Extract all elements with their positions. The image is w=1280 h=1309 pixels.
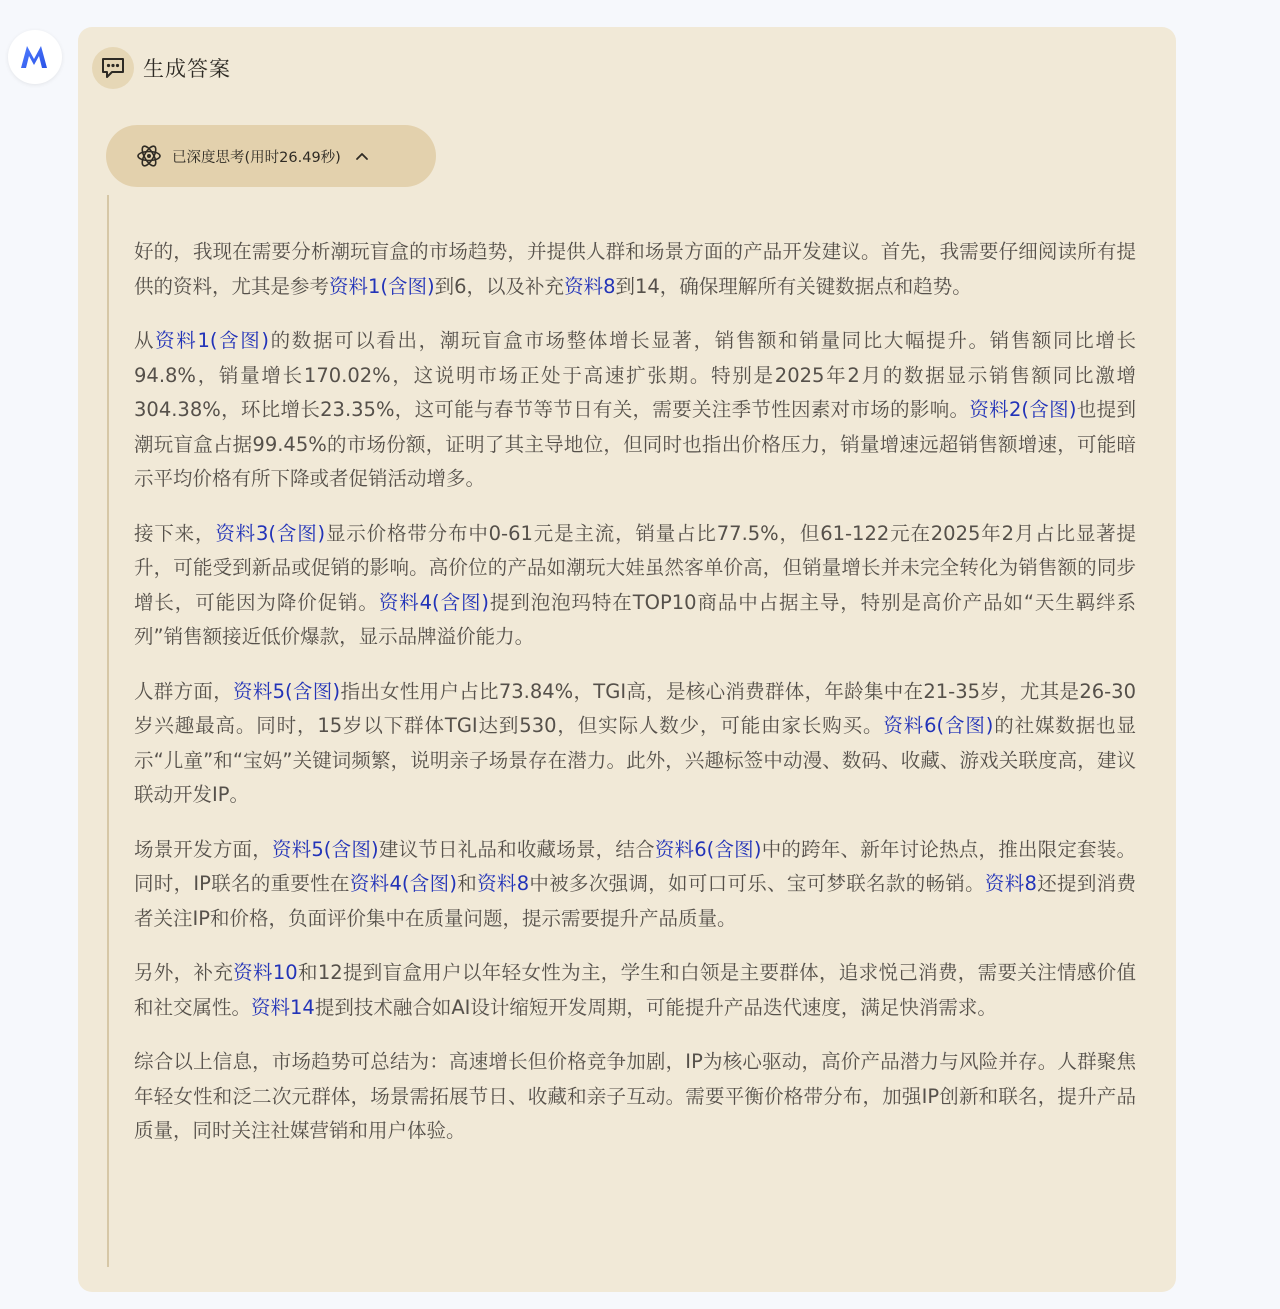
deep-thinking-toggle[interactable] (106, 125, 436, 187)
reference-link[interactable]: 资料4(含图) (378, 590, 489, 614)
paragraph-text: 指出女性用户占比73.84%，TGI高，是核心消费群体，年龄集中在21-35岁，尤其是26-30岁兴趣最高。同时，15岁以下群体TGI达到530，但实际人数少，可能由家长购买。 (134, 679, 1136, 737)
paragraph-text: 和12提到盲盒用户以年轻女性为主，学生和白领是主要群体，追求悦己消费，需要关注情感价值和社交属性。 (134, 961, 1136, 1019)
reference-link[interactable]: 资料10 (233, 961, 298, 984)
thinking-paragraph (134, 324, 1136, 497)
deep-thinking-label: 已深度思考(用时26.49秒) (172, 149, 341, 166)
thinking-divider (107, 195, 109, 1267)
paragraph-text: 显示价格带分布中0-61元是主流，销量占比77.5%，但61-122元在2025年2月占比显著提升，可能受到新品或促销的影响。高价位的产品如潮玩大娃虽然客单价高，但销量增长并未完全转化为销售额的同步增长，可能因为降价促销。 (134, 521, 1136, 614)
paragraph-text: 到14，确保理解所有关键数据点和趋势。 (615, 274, 972, 298)
reference-link[interactable]: 资料1(含图) (155, 329, 270, 352)
reference-link[interactable]: 资料8 (564, 274, 616, 298)
reference-link[interactable]: 资料3(含图) (215, 521, 326, 545)
thinking-paragraph (134, 956, 1136, 1025)
atom-icon (136, 143, 162, 169)
chevron-up-icon (355, 151, 369, 161)
reference-link[interactable]: 资料4(含图) (349, 872, 457, 895)
thinking-paragraph (134, 235, 1136, 304)
paragraph-text: 的社媒数据也显示“儿童”和“宝妈”关键词频繁，说明亲子场景存在潜力。此外，兴趣标签中动漫、数码、收藏、游戏关联度高，建议联动开发IP。 (134, 714, 1136, 806)
reference-link[interactable]: 资料6(含图) (654, 837, 762, 861)
thinking-paragraph (134, 675, 1136, 813)
reference-link[interactable]: 资料5(含图) (233, 679, 341, 703)
reference-link[interactable]: 资料1(含图) (329, 274, 435, 298)
paragraph-text: 到6，以及补充 (434, 274, 565, 298)
reference-link[interactable]: 资料8 (477, 872, 530, 895)
reference-link[interactable]: 资料5(含图) (271, 837, 379, 861)
paragraph-text: 的数据可以看出，潮玩盲盒市场整体增长显著，销售额和销量同比大幅提升。销售额同比增长94.8%，销量增长170.02%，这说明市场正处于高速扩张期。特别是2025年2月的数据显示销售额同比激增304.38%，环比增长23.35%，这可能与春节等节日有关，需要关注季节性因素对市场的影响。 (134, 329, 1136, 421)
answer-header (92, 47, 231, 89)
paragraph-text: 场景开发方面， (134, 837, 272, 861)
paragraph-text: 也提到潮玩盲盒占据99.45%的市场份额，证明了其主导地位，但同时也指出价格压力，销量增速远超销售额增速，可能暗示平均价格有所下降或者促销活动增多。 (134, 398, 1136, 490)
thinking-paragraph (134, 1045, 1136, 1149)
thinking-paragraph (134, 517, 1136, 655)
m-logo-icon (18, 43, 52, 71)
paragraph-text: 好的，我现在需要分析潮玩盲盒的市场趋势，并提供人群和场景方面的产品开发建议。首先，我需要仔细阅读所有提供的资料，尤其是参考 (134, 240, 1136, 298)
paragraph-text: 从 (134, 329, 156, 352)
paragraph-text: 中的跨年、新年讨论热点，推出限定套装。同时，IP联名的重要性在 (134, 837, 1136, 895)
paragraph-text: 建议节日礼品和收藏场景，结合 (378, 837, 655, 861)
paragraph-text: 另外，补充 (134, 961, 234, 984)
paragraph-text: 提到泡泡玛特在TOP10商品中占据主导，特别是高价产品如“天生羁绊系列”销售额接近低价爆款，显示品牌溢价能力。 (134, 590, 1136, 648)
reference-link[interactable]: 资料2(含图) (969, 398, 1077, 421)
chat-bubble-icon (92, 47, 134, 89)
paragraph-text: 中被多次强调，如可口可乐、宝可梦联名款的畅销。 (529, 872, 985, 895)
paragraph-text: 人群方面， (134, 679, 234, 703)
thinking-content (134, 235, 1136, 1169)
paragraph-text: 接下来， (134, 521, 216, 545)
thinking-paragraph (134, 833, 1136, 937)
reference-link[interactable]: 资料14 (251, 995, 315, 1019)
answer-title: 生成答案 (143, 57, 231, 81)
paragraph-text: 还提到消费者关注IP和价格，负面评价集中在质量问题，提示需要提升产品质量。 (134, 872, 1136, 930)
reference-link[interactable]: 资料8 (984, 872, 1037, 895)
assistant-avatar (8, 30, 62, 84)
paragraph-text: 综合以上信息，市场趋势可总结为：高速增长但价格竞争加剧，IP为核心驱动，高价产品潜力与风险并存。人群聚焦年轻女性和泛二次元群体，场景需拓展节日、收藏和亲子互动。需要平衡价格带分布，加强IP创新和联名，提升产品质量，同时关注社媒营销和用户体验。 (134, 1050, 1136, 1142)
answer-card (78, 27, 1176, 1292)
paragraph-text: 提到技术融合如AI设计缩短开发周期，可能提升产品迭代速度，满足快消需求。 (314, 995, 997, 1019)
reference-link[interactable]: 资料6(含图) (883, 714, 994, 737)
paragraph-text: 和 (457, 872, 478, 895)
